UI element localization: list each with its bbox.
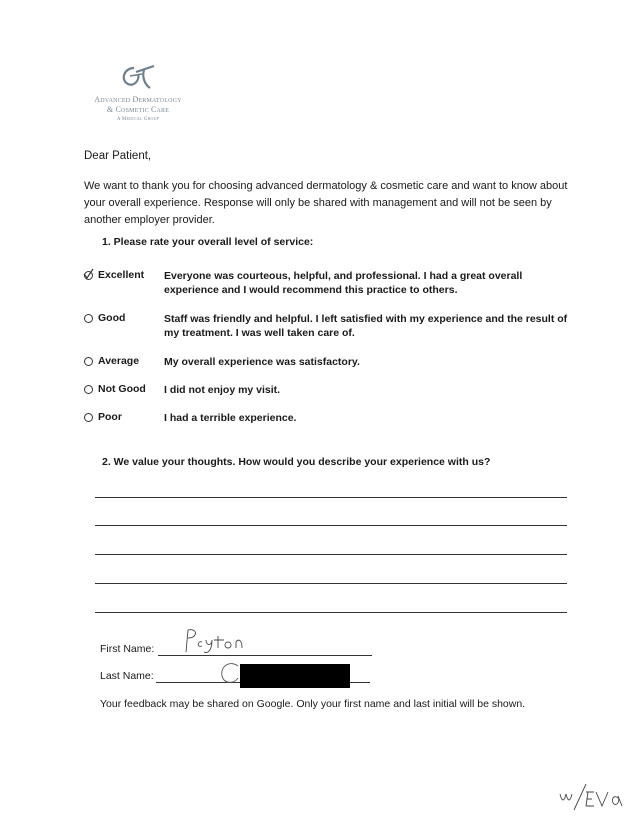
option-description: Staff was friendly and helpful. I left satisfied with my experience and the result of my treatment. I was well taken care of. <box>164 313 568 339</box>
radio-circle-icon <box>84 357 93 366</box>
answer-line[interactable] <box>95 612 567 613</box>
option-description: I did not enjoy my visit. <box>164 384 281 396</box>
option-not-good[interactable] <box>84 383 574 397</box>
clinic-logo-mark <box>114 62 162 92</box>
answer-line[interactable] <box>95 554 567 555</box>
last-name-label: Last Name: <box>100 670 154 682</box>
option-good[interactable] <box>84 312 574 340</box>
question-1: 1. Please rate your overall level of service: <box>102 236 314 248</box>
first-name-handwriting <box>180 626 260 656</box>
logo-line-2: & Cosmetic Care <box>106 105 170 114</box>
intro-paragraph: We want to thank you for choosing advanced dermatology & cosmetic care and want to know about your overall experience. Response will only be shared with management and will not be seen by another employer provider. <box>84 180 568 226</box>
option-label: Poor <box>98 411 122 423</box>
radio-good[interactable] <box>84 314 94 324</box>
option-label: Good <box>98 312 126 324</box>
last-name-handwriting <box>218 660 242 686</box>
logo-line-3: A Medical Group <box>116 117 160 122</box>
answer-line[interactable] <box>95 583 567 584</box>
option-description: My overall experience was satisfactory. <box>164 356 360 368</box>
option-label: Not Good <box>98 383 146 395</box>
clinic-logo <box>78 62 198 122</box>
option-excellent[interactable] <box>84 269 574 297</box>
option-label: Average <box>98 355 140 367</box>
option-description: I had a terrible experience. <box>164 412 297 424</box>
radio-not-good[interactable] <box>84 385 94 395</box>
option-description: Everyone was courteous, helpful, and professional. I had a great overall experience and I would recommend this practice to others. <box>164 270 523 296</box>
greeting: Dear Patient, <box>84 150 152 162</box>
radio-excellent[interactable] <box>84 271 94 281</box>
first-name-label: First Name: <box>100 643 155 655</box>
question-2: 2. We value your thoughts. How would you describe your experience with us? <box>102 456 491 468</box>
handwritten-initials <box>556 780 628 816</box>
option-average[interactable] <box>84 355 574 369</box>
redaction-box <box>240 664 350 688</box>
radio-circle-icon <box>84 385 93 394</box>
option-label: Excellent <box>98 269 145 281</box>
option-poor[interactable] <box>84 411 574 425</box>
radio-circle-icon <box>84 314 93 323</box>
answer-line[interactable] <box>95 525 567 526</box>
radio-circle-icon <box>84 413 93 422</box>
radio-poor[interactable] <box>84 413 94 423</box>
logo-line-1: Advanced Dermatology <box>94 95 182 104</box>
footer-note: Your feedback may be shared on Google. Only your first name and last initial will be shown. <box>100 698 526 710</box>
radio-average[interactable] <box>84 357 94 367</box>
answer-line[interactable] <box>95 497 567 498</box>
handwritten-check-icon <box>82 268 94 280</box>
